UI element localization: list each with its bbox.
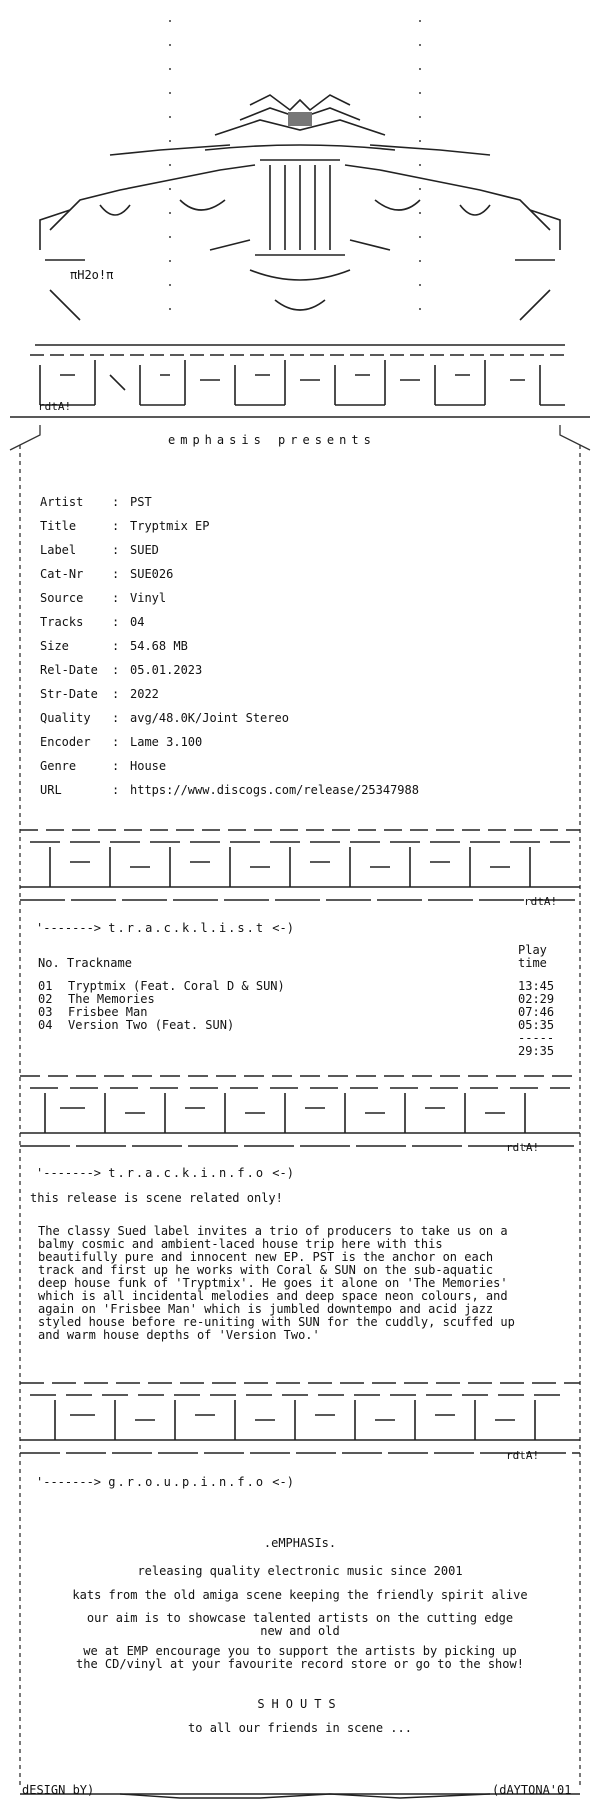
track-time: 07:46 (518, 1005, 555, 1019)
group-line-3: our aim is to showcase talented artists on the cutting edge new and old (86, 1611, 514, 1638)
release-field (40, 634, 419, 658)
field-label: Str-Date (40, 687, 98, 701)
field-separator: : (112, 759, 120, 773)
track-number: 02 (38, 992, 53, 1006)
field-separator: : (112, 495, 120, 509)
field-separator: : (112, 543, 120, 557)
ascii-logo-band-1 (0, 822, 600, 917)
ascii-logo-top (0, 335, 600, 425)
field-label: Tracks (40, 615, 84, 629)
release-field (40, 610, 419, 634)
group-line-4: we at EMP encourage you to support the artists by picking up the CD/vinyl at your favourite record store or go to the show! (76, 1644, 524, 1671)
presents-title: emphasis presents (168, 433, 376, 447)
release-field (40, 562, 419, 586)
release-field (40, 658, 419, 682)
field-separator: : (112, 711, 120, 725)
field-separator: : (112, 783, 120, 797)
release-field (40, 538, 419, 562)
release-description: The classy Sued label invites a trio of producers to take us on a balmy cosmic and ambient-laced house trip here with this beautifully pure and innocent new EP. PST is the anchor on each track and first up he works with Coral & SUN on the sub-aquatic deep house funk of 'Tryptmix'. He goes it alone on 'The Memories' which is all incidental melodies and deep space neon colours, and again on 'Frisbee Man' which is jumbled downtempo and acid jazz styled house before re-uniting with SUN for the cuddly, scuffed up and warm house depths of 'Version Two.' (38, 1224, 515, 1342)
field-value: SUE026 (130, 567, 174, 581)
field-label: URL (40, 783, 62, 797)
field-separator: : (112, 615, 120, 629)
tracklist-col-header: No. Trackname (38, 956, 132, 970)
field-label: Genre (40, 759, 77, 773)
field-value: House (130, 759, 167, 773)
field-separator: : (112, 735, 120, 749)
field-separator: : (112, 591, 120, 605)
field-value: https://www.discogs.com/release/25347988 (130, 783, 419, 797)
track-name: Frisbee Man (68, 1005, 148, 1019)
track-number: 01 (38, 979, 53, 993)
release-field (40, 682, 419, 706)
field-separator: : (112, 663, 120, 677)
release-field (40, 514, 419, 538)
group-line-2: kats from the old amiga scene keeping the friendly spirit alive (72, 1588, 528, 1602)
shouts-title: SHOUTS (257, 1697, 343, 1711)
footer-design-credit: dESIGN bY) (22, 1783, 95, 1797)
field-label: Title (40, 519, 77, 533)
field-label: Artist (40, 495, 84, 509)
track-time: 05:35 (518, 1018, 555, 1032)
field-label: Size (40, 639, 69, 653)
track-name: The Memories (68, 992, 155, 1006)
field-label: Cat-Nr (40, 567, 84, 581)
band-2-signature: rdtA! (506, 1141, 540, 1154)
field-value: 54.68 MB (130, 639, 188, 653)
field-separator: : (112, 567, 120, 581)
track-number: 04 (38, 1018, 53, 1032)
field-separator: : (112, 639, 120, 653)
field-value: Vinyl (130, 591, 167, 605)
group-line-1: releasing quality electronic music since 2001 (137, 1564, 463, 1578)
group-tag: πH2o!π (70, 268, 114, 282)
tracklist (38, 944, 558, 1058)
total-time: 29:35 (518, 1044, 555, 1058)
groupinfo-heading: '-------> g.r.o.u.p.i.n.f.o <-) (36, 1475, 294, 1489)
field-label: Quality (40, 711, 91, 725)
field-value: SUED (130, 543, 159, 557)
release-info (40, 490, 419, 802)
field-value: 05.01.2023 (130, 663, 203, 677)
field-value: Lame 3.100 (130, 735, 203, 749)
field-value: 2022 (130, 687, 159, 701)
logo-signature: rdtA! (38, 400, 72, 413)
field-value: 04 (130, 615, 145, 629)
time-label: time (518, 956, 547, 970)
release-field (40, 586, 419, 610)
track-time: 13:45 (518, 979, 555, 993)
release-field (40, 706, 419, 730)
field-value: Tryptmix EP (130, 519, 210, 533)
release-field (40, 754, 419, 778)
footer-artist-credit: (dAYTONA'01 (492, 1783, 572, 1797)
release-field (40, 730, 419, 754)
band-3-signature: rdtA! (506, 1449, 540, 1462)
group-name: .eMPHASIs. (263, 1536, 337, 1550)
trackinfo-heading: '-------> t.r.a.c.k.i.n.f.o <-) (36, 1166, 294, 1180)
tracklist-heading: '-------> t.r.a.c.k.l.i.s.t <-) (36, 921, 294, 935)
track-time: 02:29 (518, 992, 555, 1006)
band-1-signature: rdtA! (524, 895, 558, 908)
field-label: Rel-Date (40, 663, 98, 677)
shouts-line: to all our friends in scene ... (188, 1721, 412, 1735)
field-label: Label (40, 543, 77, 557)
field-label: Encoder (40, 735, 91, 749)
track-row (38, 1019, 558, 1032)
total-rule: ----- (518, 1031, 555, 1045)
track-number: 03 (38, 1005, 53, 1019)
field-separator: : (112, 687, 120, 701)
scene-notice: this release is scene related only! (30, 1191, 283, 1205)
field-separator: : (112, 519, 120, 533)
field-value: PST (130, 495, 152, 509)
field-value: avg/48.0K/Joint Stereo (130, 711, 289, 725)
track-name: Version Two (Feat. SUN) (68, 1018, 235, 1032)
release-field (40, 490, 419, 514)
play-label: Play (518, 943, 547, 957)
release-field (40, 778, 419, 802)
field-label: Source (40, 591, 84, 605)
track-name: Tryptmix (Feat. Coral D & SUN) (68, 979, 285, 993)
